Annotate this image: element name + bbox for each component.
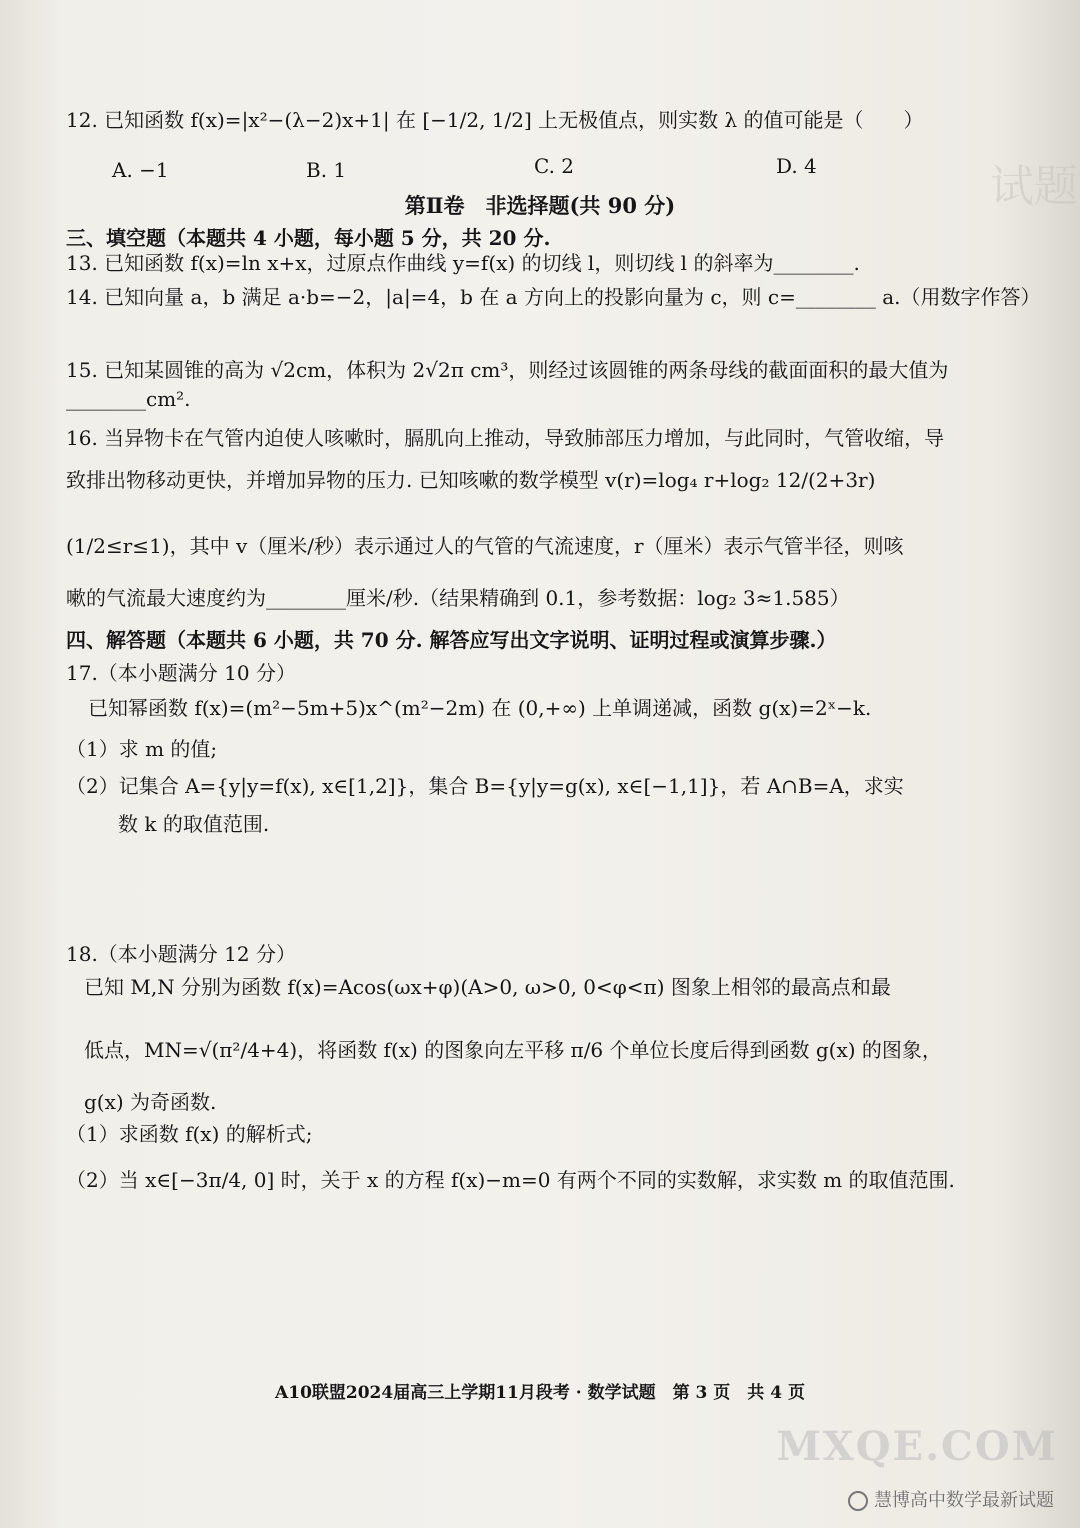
q12-option-b: B. 1 [306,158,347,182]
question-18-head: 18.（本小题满分 12 分） [66,942,296,966]
question-13: 13. 已知函数 f(x)=ln x+x，过原点作曲线 y=f(x) 的切线 l，则切线 l 的斜率为________. [66,251,860,275]
bleed-through-text: 试题 [990,161,1078,212]
question-16-line3: (1/2≤r≤1)，其中 v（厘米/秒）表示通过人的气管的气流速度，r（厘米）表示气管半径，则咳 [66,534,904,558]
question-17-part2-cont: 数 k 的取值范围. [118,812,270,836]
watermark-text: 慧博高中数学最新试题 [874,1490,1054,1511]
question-16-line1: 16. 当异物卡在气管内迫使人咳嗽时，膈肌向上推动，导致肺部压力增加，与此同时，气管收缩，导 [66,426,945,450]
q12-option-a: A. −1 [112,158,169,182]
wechat-icon [848,1491,868,1511]
question-15: 15. 已知某圆锥的高为 √2cm，体积为 2√2π cm³，则经过该圆锥的两条母线的截面面积的最大值为________cm². [66,358,949,411]
q12-option-c: C. 2 [534,154,575,178]
section4-heading: 四、解答题（本题共 6 小题，共 70 分. 解答应写出文字说明、证明过程或演算步骤.） [66,628,837,652]
question-17-part1: （1）求 m 的值; [66,737,218,761]
watermark [848,1486,1054,1512]
page-footer: A10联盟2024届高三上学期11月段考 · 数学试题 第 3 页 共 4 页 [275,1383,805,1403]
question-12-stem: 12. 已知函数 f(x)=|x²−(λ−2)x+1| 在 [−1/2, 1/2] 上无极值点，则实数 λ 的值可能是（ ） [66,108,924,132]
question-18-stem2: 低点，MN=√(π²/4+4)，将函数 f(x) 的图象向左平移 π/6 个单位长度后得到函数 g(x) 的图象， [84,1038,942,1062]
question-17-head: 17.（本小题满分 10 分） [66,661,296,685]
question-18-stem1: 已知 M,N 分别为函数 f(x)=Acos(ωx+φ)(A>0, ω>0, 0<φ<π) 图象上相邻的最高点和最 [84,975,891,999]
question-18-part1: （1）求函数 f(x) 的解析式; [66,1122,313,1146]
question-18-stem3: g(x) 为奇函数. [84,1090,217,1114]
watermark-site-logo: MXQE.COM [776,1423,1058,1470]
question-17-part2: （2）记集合 A={y|y=f(x), x∈[1,2]}，集合 B={y|y=g(x), x∈[−1,1]}，若 A∩B=A，求实 [66,774,904,798]
question-18-part2: （2）当 x∈[−3π/4, 0] 时，关于 x 的方程 f(x)−m=0 有两个不同的实数解，求实数 m 的取值范围. [66,1168,955,1192]
question-16-line4: 嗽的气流最大速度约为________厘米/秒.（结果精确到 0.1，参考数据：log₂ 3≈1.585） [66,586,850,610]
question-17-stem: 已知幂函数 f(x)=(m²−5m+5)x^(m²−2m) 在 (0,+∞) 上单调递减，函数 g(x)=2ˣ−k. [88,696,872,720]
q12-option-d: D. 4 [776,154,817,178]
question-16-line2: 致排出物移动更快，并增加异物的压力. 已知咳嗽的数学模型 v(r)=log₄ r+log₂ 12/(2+3r) [66,468,876,492]
part2-title: 第Ⅱ卷 非选择题(共 90 分) [404,193,676,218]
question-14: 14. 已知向量 a，b 满足 a·b=−2，|a|=4，b 在 a 方向上的投影向量为 c，则 c=________ a.（用数字作答） [66,285,1041,309]
section3-heading: 三、填空题（本题共 4 小题，每小题 5 分，共 20 分. [66,226,551,250]
